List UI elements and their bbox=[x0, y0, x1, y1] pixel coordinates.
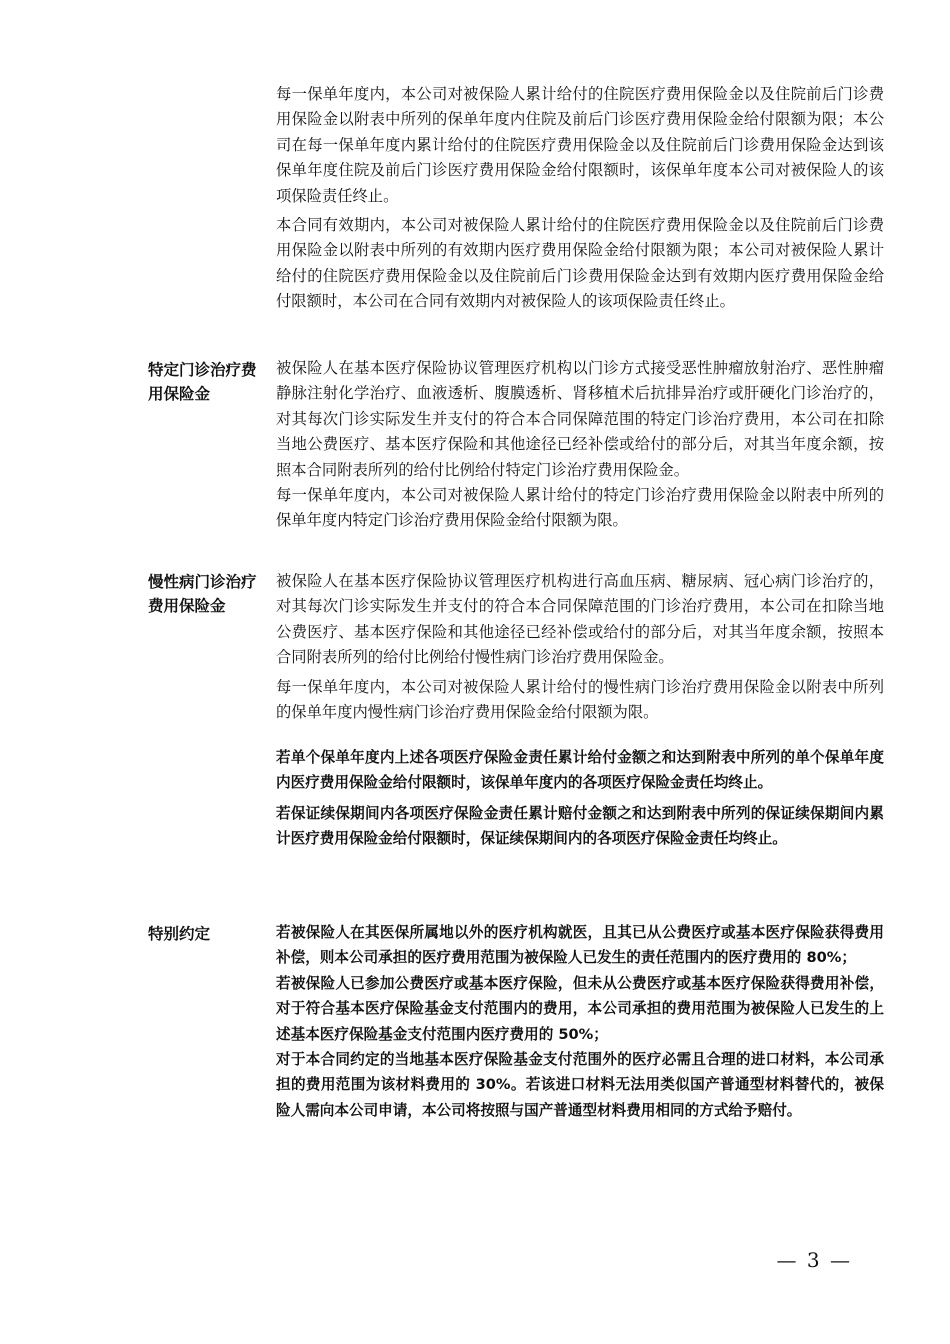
paragraph: 本合同有效期内，本公司对被保险人累计给付的住院医疗费用保险金以及住院前后门诊费用保险金以附表中所列的有效期内医疗费用保险金给付限额为限；本公司对被保险人累计给付的住院医疗费用保险金以及住院前后门诊费用保险金达到有效期内医疗费用保险金给付限额时，本公司在合同有效期内对被保险人的该项保险责任终止。 bbox=[276, 216, 884, 311]
chronic-outpatient-section bbox=[276, 569, 884, 725]
chronic-outpatient-label: 慢性病门诊治疗费用保险金 bbox=[148, 573, 257, 615]
paragraph: 被保险人在基本医疗保险协议管理医疗机构进行高血压病、糖尿病、冠心病门诊治疗的，对其每次门诊实际发生并支付的符合本合同保障范围的门诊治疗费用，本公司在扣除当地公费医疗、基本医疗保险和其他途径已经补偿或给付的部分后，对其当年度余额，按照本合同附表所列的给付比例给付慢性病门诊治疗费用保险金。 bbox=[276, 572, 884, 667]
special-outpatient-label: 特定门诊治疗费用保险金 bbox=[148, 361, 257, 403]
paragraph: 被保险人在基本医疗保险协议管理医疗机构以门诊方式接受恶性肿瘤放射治疗、恶性肿瘤静脉注射化学治疗、血液透析、腹膜透析、肾移植术后抗排异治疗或肝硬化门诊治疗的，对其每次门诊实际发生并支付的符合本合同保障范围的特定门诊治疗费用，本公司在扣除当地公费医疗、基本医疗保险和其他途径已经补偿或给付的部分后，对其当年度余额，按照本合同附表所列的给付比例给付特定门诊治疗费用保险金。 bbox=[276, 359, 884, 479]
paragraph: 对于本合同约定的当地基本医疗保险基金支付范围外的医疗必需且合理的进口材料，本公司承担的费用范围为该材料费用的 30%。若该进口材料无法用类似国产普通型材料替代的，被保险人需向本公司申请，本公司将按照与国产普通型材料费用相同的方式给予赔付。 bbox=[276, 1051, 884, 1119]
inpatient-limits-section bbox=[276, 82, 884, 315]
termination-section bbox=[276, 745, 884, 852]
paragraph: 若单个保单年度内上述各项医疗保险金责任累计给付金额之和达到附表中所列的单个保单年度内医疗费用保险金给付限额时，该保单年度内的各项医疗保险金责任均终止。 bbox=[276, 749, 884, 792]
special-terms-label: 特别约定 bbox=[148, 925, 211, 943]
special-terms-section bbox=[276, 920, 884, 1123]
paragraph: 若被保险人已参加公费医疗或基本医疗保险，但未从公费医疗或基本医疗保险获得费用补偿，对于符合基本医疗保险基金支付范围内的费用，本公司承担的费用范围为被保险人已发生的上述基本医疗保险基金支付范围内医疗费用的 50%； bbox=[276, 974, 884, 1043]
special-outpatient-section bbox=[276, 356, 884, 534]
paragraph: 每一保单年度内，本公司对被保险人累计给付的住院医疗费用保险金以及住院前后门诊费用保险金以附表中所列的保单年度内住院及前后门诊医疗费用保险金给付限额为限；本公司在每一保单年度内累计给付的住院医疗费用保险金以及住院前后门诊费用保险金达到该保单年度住院及前后门诊医疗费用保险金给付限额时，该保单年度本公司对被保险人的该项保险责任终止。 bbox=[276, 85, 884, 205]
paragraph: 每一保单年度内，本公司对被保险人累计给付的特定门诊治疗费用保险金以附表中所列的保单年度内特定门诊治疗费用保险金给付限额为限。 bbox=[276, 486, 884, 530]
page-number: — 3 — bbox=[776, 1248, 852, 1272]
paragraph: 每一保单年度内，本公司对被保险人累计给付的慢性病门诊治疗费用保险金以附表中所列的保单年度内慢性病门诊治疗费用保险金给付限额为限。 bbox=[276, 677, 884, 722]
paragraph: 若保证续保期间内各项医疗保险金责任累计赔付金额之和达到附表中所列的保证续保期间内累计医疗费用保险金给付限额时，保证续保期间内的各项医疗保险金责任均终止。 bbox=[276, 804, 884, 848]
paragraph: 若被保险人在其医保所属地以外的医疗机构就医，且其已从公费医疗或基本医疗保险获得费用补偿，则本公司承担的医疗费用范围为被保险人已发生的责任范围内的医疗费用的 80%； bbox=[276, 924, 884, 967]
